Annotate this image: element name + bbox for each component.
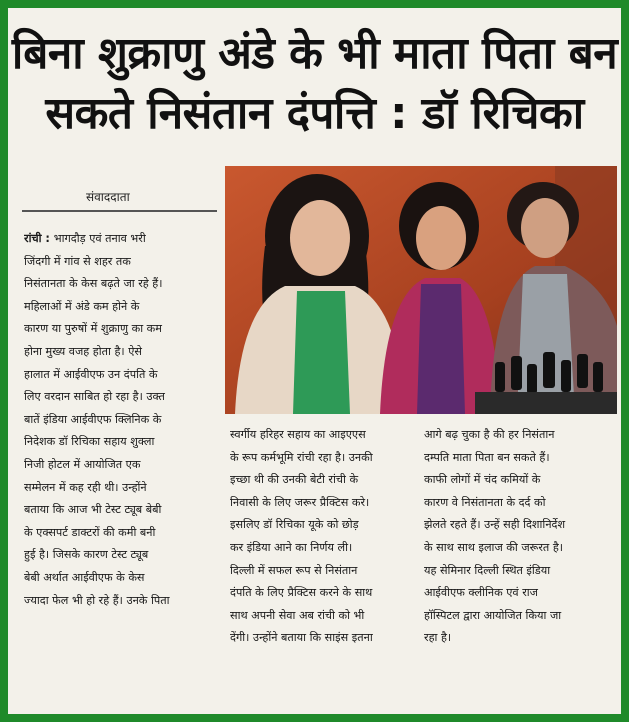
newspaper-clipping xyxy=(8,8,621,714)
article-line: लिए वरदान साबित हो रहा है। उक्त xyxy=(24,390,165,404)
article-line xyxy=(24,228,214,251)
article-column-2 xyxy=(230,424,414,650)
article-column-3 xyxy=(424,424,614,650)
article-line: दम्पति माता पिता बन सकते हैं। xyxy=(424,450,550,464)
article-line: साथ अपनी सेवा अब रांची को भी xyxy=(230,608,365,622)
article-line: होना मुख्य वजह होता है। ऐसे xyxy=(24,344,142,358)
article-line: रहा है। xyxy=(424,631,452,645)
article-line: के एक्सपर्ट डाक्टरों की कमी बनी xyxy=(24,525,156,539)
article-line: कारण या पुरुषों में शुक्राणु का कम xyxy=(24,322,162,336)
article-line-text: भागदौड़ एवं तनाव भरी xyxy=(53,232,146,245)
article-line: सम्मेलन में कह रही थी। उन्होंने xyxy=(24,480,147,494)
headline-line-1: बिना शुक्राणु अंडे के भी माता पिता बन xyxy=(11,28,618,79)
article-line: दिल्ली में सफल रूप से निसंतान xyxy=(230,563,358,577)
article-line: ज्यादा फेल भी हो रहे हैं। उनके पिता xyxy=(24,593,170,607)
article-line: स्वर्गीय हरिहर सहाय का आइएएस xyxy=(230,428,366,441)
article-line: देंगी। उन्होंने बताया कि साइंस इतना xyxy=(230,631,373,645)
article-line: आईवीएफ क्लीनिक एवं राज xyxy=(424,586,538,600)
article-line: हॉस्पिटल द्वारा आयोजित किया जा xyxy=(424,608,562,622)
article-line: बताया कि आज भी टेस्ट ट्यूब बेबी xyxy=(24,503,162,517)
article-line: निदेशक डॉ रिचिका सहाय शुक्ला xyxy=(24,435,155,449)
article-line: कारण वे निसंतानता के दर्द को xyxy=(424,495,546,509)
press-conference-photo xyxy=(225,166,617,414)
article-line: बातें इंडिया आईवीएफ क्लिनिक के xyxy=(24,412,162,426)
article-line: जिंदगी में गांव से शहर तक xyxy=(24,254,131,268)
article-line: इच्छा थी की उनकी बेटी रांची के xyxy=(230,473,359,487)
article-line: बेबी अर्थात आईवीएफ के केस xyxy=(24,570,145,584)
article-line: हुई है। जिसके कारण टेस्ट ट्यूब xyxy=(24,548,149,562)
article-line: के साथ साथ इलाज की जरूरत है। xyxy=(424,540,564,554)
article-line: इसलिए डॉ रिचिका यूके को छोड़ xyxy=(230,518,359,532)
article-line: हालात में आईवीएफ उन दंपति के xyxy=(24,367,158,381)
byline-rule xyxy=(22,210,217,212)
article-line: कर इंडिया आने का निर्णय ली। xyxy=(230,540,353,554)
article-line: महिलाओं में अंडे कम होने के xyxy=(24,299,140,313)
article-line: झेलते रहते हैं। उन्हें सही दिशानिर्देश xyxy=(424,518,566,532)
article-line: काफी लोगों में चंद कमियों के xyxy=(424,473,541,487)
article-column-1 xyxy=(24,228,214,612)
dateline: रांची : xyxy=(24,232,54,245)
article-line: निजी होटल में आयोजित एक xyxy=(24,457,141,471)
article-line: निसंतानता के केस बढ़ते जा रहे हैं। xyxy=(24,277,163,291)
article-line: निवासी के लिए जरूर प्रैक्टिस करे। xyxy=(230,495,370,509)
headline-line-2: सकते निसंतान दंपत्ति : डॉ रिचिका xyxy=(45,88,584,139)
article-line: दंपति के लिए प्रैक्टिस करने के साथ xyxy=(230,586,373,600)
article-line: के रूप कर्मभूमि रांची रहा है। उनकी xyxy=(230,450,373,464)
article-line: यह सेमिनार दिल्ली स्थित इंडिया xyxy=(424,563,551,577)
article-line: आगे बढ़ चुका है की हर निसंतान xyxy=(424,428,555,441)
byline: संवाददाता xyxy=(86,190,130,204)
